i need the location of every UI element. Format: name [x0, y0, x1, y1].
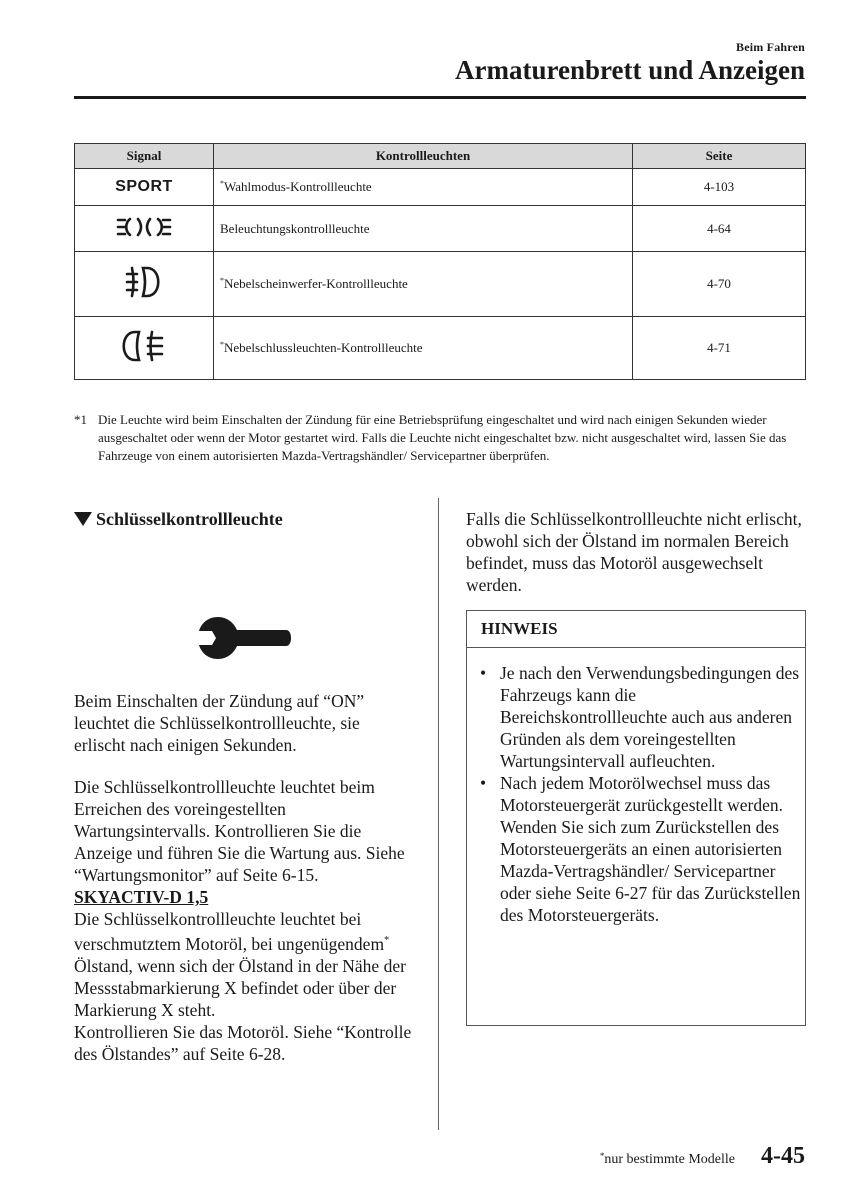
section-heading-text: Schlüsselkontrollleuchte: [96, 509, 283, 529]
footnote-text: Die Leuchte wird beim Einschalten der Zündung für eine Betriebsprüfung eingeschaltet und wird nach einigen Sekunden wieder ausgeschaltet oder wenn der Motor gestartet wird. Falls die Leuchte nicht eingeschaltet bzw. nicht ausgeschaltet wird, lassen Sie das Fahrzeuge von einem autorisierten Mazda-Vertragshändler/ Servicepartner überprüfen.: [98, 412, 787, 463]
col-header-signal: Signal: [75, 144, 214, 169]
page-cell: 4-64: [633, 206, 806, 252]
right-column: [466, 508, 806, 596]
note-item-text: Nach jedem Motorölwechsel muss das Motorsteuergerät zurückgestellt werden.: [500, 773, 783, 815]
footnote-mark: *1: [74, 412, 87, 427]
note-list: [467, 648, 805, 926]
model-marker: *: [599, 1151, 605, 1161]
paragraph-oil-condition: Die Schlüsselkontrollleuchte leuchtet bei verschmutztem Motoröl, bei ungenügendem* Ölstand, wenn sich der Ölstand in der Nähe der Messstabmarkierung X befindet oder über der Markierung X steht.: [74, 909, 406, 1020]
page-cell: 4-70: [633, 252, 806, 317]
page-cell: 4-103: [633, 169, 806, 206]
list-item: [480, 662, 805, 772]
signal-cell: [75, 169, 214, 206]
front-fog-light-icon: [124, 262, 164, 302]
triangle-marker-icon: [74, 512, 92, 526]
engine-variant-heading: SKYACTIV-D 1,5: [74, 887, 209, 907]
table-row: [75, 317, 806, 380]
title-rule: [74, 96, 806, 99]
page-number: 4-45: [761, 1143, 805, 1169]
description-cell: [214, 252, 633, 317]
model-marker: *: [220, 179, 224, 188]
note-title: HINWEIS: [467, 611, 805, 648]
wrench-figure: [74, 530, 414, 690]
description-text: Nebelscheinwerfer-Kontrollleuchte: [224, 276, 408, 291]
paragraph-ignition: Beim Einschalten der Zündung auf “ON” leuchtet die Schlüsselkontrollleuchte, sie erlischt nach einigen Sekunden.: [74, 691, 365, 755]
paragraph-oil-change: Falls die Schlüsselkontrollleuchte nicht erlischt, obwohl sich der Ölstand im normalen Bereich befindet, muss das Motoröl ausgewechselt werden.: [466, 509, 802, 595]
table-row: [75, 206, 806, 252]
model-marker: *: [220, 276, 224, 285]
description-text: Wahlmodus-Kontrollleuchte: [224, 179, 372, 194]
description-text: Beleuchtungskontrollleuchte: [220, 220, 370, 236]
paragraph-check-oil: Kontrollieren Sie das Motoröl. Siehe “Kontrolle des Ölstandes” auf Seite 6-28.: [74, 1021, 412, 1064]
table-row: [75, 169, 806, 206]
model-marker: *: [220, 340, 224, 349]
sport-mode-icon: SPORT: [115, 178, 173, 195]
bullet-icon: •: [480, 663, 487, 683]
col-header-indicator: Kontrollleuchten: [214, 144, 633, 169]
section-label: Beim Fahren: [736, 40, 805, 54]
col-header-page: Seite: [633, 144, 806, 169]
rear-fog-light-icon: [122, 326, 166, 366]
bullet-icon: •: [480, 773, 487, 793]
indicator-table: [74, 143, 806, 380]
model-footnote: *nur bestimmte Modelle: [599, 1151, 735, 1167]
table-footnote: [74, 411, 806, 465]
page-title: Armaturenbrett und Anzeigen: [455, 55, 805, 85]
page-footer: [600, 1143, 805, 1170]
note-item-text: Je nach den Verwendungsbedingungen des Fahrzeugs kann die Bereichskontrollleuchte auch aus anderen Gründen als dem voreingestellten Wartungsintervall aufleuchten.: [500, 663, 800, 771]
description-text: Nebelschlussleuchten-Kontrollleuchte: [224, 340, 423, 355]
description-cell: [214, 169, 633, 206]
wrench-icon: [198, 615, 292, 661]
note-box: [466, 610, 806, 1026]
list-item: [480, 772, 805, 926]
signal-cell: [75, 317, 214, 380]
description-cell: [214, 206, 633, 252]
left-column: [74, 508, 414, 1065]
page-cell: 4-71: [633, 317, 806, 380]
signal-cell: [75, 252, 214, 317]
headlight-indicator-icon: [116, 215, 172, 239]
section-heading: [74, 508, 414, 530]
description-cell: [214, 317, 633, 380]
column-divider: [438, 498, 439, 1130]
signal-cell: [75, 206, 214, 252]
table-header-row: [75, 144, 806, 169]
note-item-extra: Wenden Sie sich zum Zurückstellen des Motorsteuergeräts an einen autorisierten Mazda-Vertragshändler/ Servicepartner oder siehe Seite 6-27 für das Zurückstellen des Motorsteuergeräts.: [500, 817, 801, 925]
paragraph-service-interval: Die Schlüsselkontrollleuchte leuchtet beim Erreichen des voreingestellten Wartungsintervalls. Kontrollieren Sie die Anzeige und führen Sie die Wartung aus. Siehe “Wartungsmonitor” auf Seite 6-15.: [74, 777, 405, 885]
model-marker: *: [384, 935, 390, 946]
table-row: [75, 252, 806, 317]
